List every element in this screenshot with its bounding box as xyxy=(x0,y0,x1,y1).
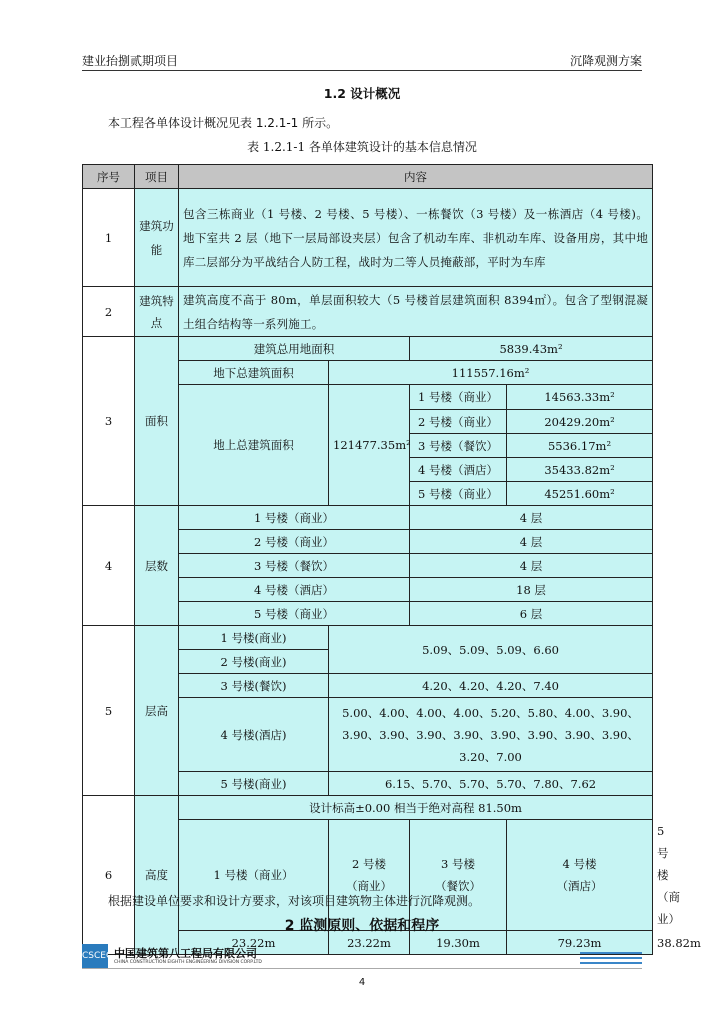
row-item: 面积 xyxy=(135,337,179,506)
row-number: 3 xyxy=(83,337,135,506)
building-name: 4 号楼（酒店） xyxy=(410,458,507,482)
header-cell: 项目 xyxy=(135,165,179,189)
building-name: 1 号楼（商业） xyxy=(410,385,507,410)
building-name: 3 号楼（餐饮） xyxy=(410,434,507,458)
building-name: 2 号楼(商业) xyxy=(179,650,329,674)
footer-divider xyxy=(82,968,642,969)
floor-count: 4 层 xyxy=(410,554,653,578)
above-area-label: 地上总建筑面积 xyxy=(179,385,329,506)
row-number: 6 xyxy=(83,796,135,955)
building-height: 23.22m xyxy=(329,931,410,955)
row-content: 包含三栋商业（1 号楼、2 号楼、5 号楼）、一栋餐饮（3 号楼）及一栋酒店（4 号楼)。地下室共 2 层（地下一层局部设夹层）包含了机动车库、非机动车库、设备用房，其中地 库二层部分为平战结合人防工程，战时为二等人员掩蔽部，平时为车库 xyxy=(179,189,653,287)
table-row xyxy=(83,506,653,530)
building-name: 1 号楼（商业） xyxy=(179,506,410,530)
building-area: 45251.60m² xyxy=(507,482,653,506)
row-item: 高度 xyxy=(135,796,179,955)
company-logo xyxy=(82,944,282,968)
table-row xyxy=(83,626,653,650)
building-name: 5 号楼(商业) xyxy=(179,772,329,796)
building-area: 14563.33m² xyxy=(507,385,653,410)
company-name-cn: 中国建筑第八工程局有限公司 xyxy=(114,947,257,960)
building-height: 79.23m xyxy=(507,931,653,955)
building-name: 4 号楼 （酒店） xyxy=(507,820,653,931)
storey-heights: 4.20、4.20、4.20、7.40 xyxy=(329,674,653,698)
cscec-logo-mark: CSCEC xyxy=(82,944,108,968)
chapter-title: 2 监测原则、依据和程序 xyxy=(284,918,440,934)
storey-heights: 5.00、4.00、4.00、4.00、5.20、5.80、4.00、3.90、3.90、3.90、3.90、3.90、3.90、3.90、3.90、3.90、3.20、7.00 xyxy=(329,698,653,772)
header-cell: 内容 xyxy=(179,165,653,189)
header-project-name: 建业抬捌贰期项目 xyxy=(82,54,179,68)
underground-area-label: 地下总建筑面积 xyxy=(179,361,329,385)
page-header xyxy=(82,50,642,71)
total-area-value: 5839.43m² xyxy=(410,337,653,361)
floor-count: 4 层 xyxy=(410,530,653,554)
building-name: 1 号楼（商业） xyxy=(179,820,329,931)
building-name: 3 号楼（餐饮） xyxy=(179,554,410,578)
building-name: 2 号楼（商业） xyxy=(410,410,507,434)
building-area: 5536.17m² xyxy=(507,434,653,458)
floor-count: 4 层 xyxy=(410,506,653,530)
design-info-table xyxy=(82,164,701,955)
table-row: 1 号楼（商业） 2 号楼 （商业） 3 号楼 （餐饮） 4 号楼 （酒店） 5 号楼 （商业） xyxy=(83,820,653,931)
building-name: 3 号楼(餐饮) xyxy=(179,674,329,698)
page-number: 4 xyxy=(358,977,366,988)
row-item: 建筑功能 xyxy=(135,189,179,287)
table-header-row xyxy=(83,165,653,189)
building-name: 5 号楼（商业） xyxy=(179,602,410,626)
building-name: 1 号楼(商业) xyxy=(179,626,329,650)
row-item: 层数 xyxy=(135,506,179,626)
above-area-value: 121477.35m² xyxy=(329,385,410,506)
building-name: 4 号楼(酒店) xyxy=(179,698,329,772)
row-number: 1 xyxy=(83,189,135,287)
company-name-en: CHINA CONSTRUCTION EIGHTH ENGINEERING DIVISION CORP.LTD xyxy=(114,960,262,965)
row-content: 建筑高度不高于 80m，单层面积较大（5 号楼首层建筑面积 8394㎡）。包含了型钢混凝土组合结构等一系列施工。 xyxy=(179,287,653,337)
floor-count: 18 层 xyxy=(410,578,653,602)
row-item: 建筑特点 xyxy=(135,287,179,337)
header-doc-title: 沉降观测方案 xyxy=(569,54,642,68)
table-row xyxy=(83,337,653,361)
total-area-label: 建筑总用地面积 xyxy=(179,337,410,361)
row-number: 5 xyxy=(83,626,135,796)
storey-heights: 5.09、5.09、5.09、6.60 xyxy=(329,626,653,674)
building-height: 23.22m xyxy=(179,931,329,955)
section-title: 1.2 设计概况 xyxy=(323,86,401,101)
building-name: 4 号楼（酒店） xyxy=(179,578,410,602)
floor-count: 6 层 xyxy=(410,602,653,626)
building-height: 19.30m xyxy=(410,931,507,955)
table-row xyxy=(83,796,653,820)
table-row xyxy=(83,287,653,337)
building-name: 3 号楼 （餐饮） xyxy=(410,820,507,931)
building-area: 35433.82m² xyxy=(507,458,653,482)
table-row xyxy=(83,189,653,287)
elevation-datum: 设计标高±0.00 相当于绝对高程 81.50m xyxy=(179,796,653,820)
underground-area-value: 111557.16m² xyxy=(329,361,653,385)
building-name: 2 号楼 （商业） xyxy=(329,820,410,931)
building-name: 2 号楼（商业） xyxy=(179,530,410,554)
header-cell: 序号 xyxy=(83,165,135,189)
storey-heights: 6.15、5.70、5.70、5.70、7.80、7.62 xyxy=(329,772,653,796)
table-row: 23.22m 23.22m 19.30m 79.23m 38.82m xyxy=(83,931,653,955)
post-table-text: 根据建设单位要求和设计方要求，对该项目建筑物主体进行沉降观测。 xyxy=(108,894,481,908)
table-caption: 表 1.2.1-1 各单体建筑设计的基本信息情况 xyxy=(247,140,477,154)
row-number: 2 xyxy=(83,287,135,337)
building-area: 20429.20m² xyxy=(507,410,653,434)
row-item: 层高 xyxy=(135,626,179,796)
building-name: 5 号楼（商业） xyxy=(410,482,507,506)
row-number: 4 xyxy=(83,506,135,626)
intro-text: 本工程各单体设计概况见表 1.2.1-1 所示。 xyxy=(108,116,339,130)
